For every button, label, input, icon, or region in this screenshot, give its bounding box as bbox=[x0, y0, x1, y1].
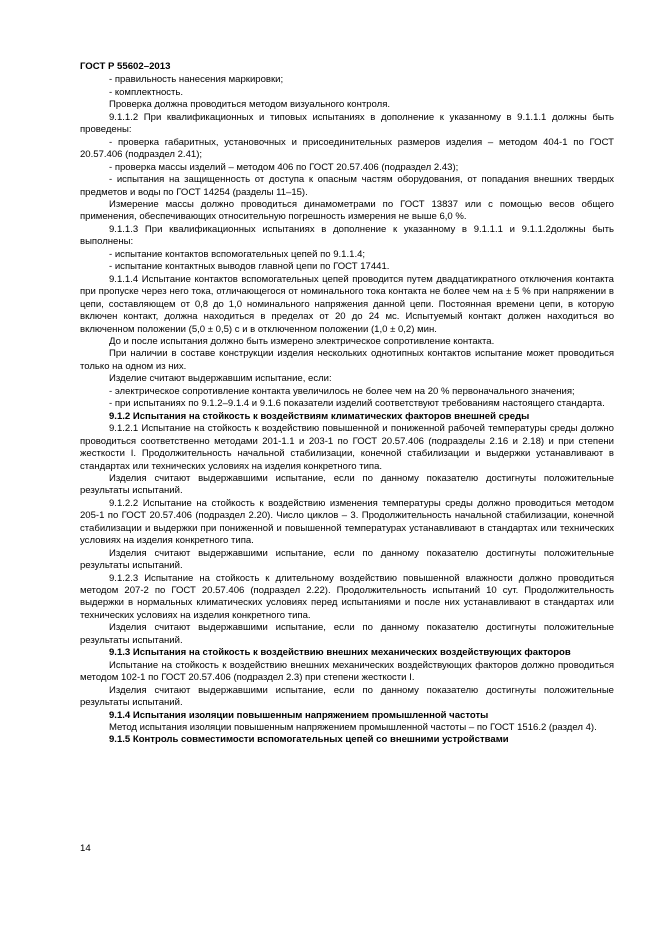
paragraph: - при испытаниях по 9.1.2–9.1.4 и 9.1.6 показатели изделий соответствуют требованиям настоящего стандарта. bbox=[109, 398, 605, 410]
paragraph: Проверка должна проводиться методом визуального контроля. bbox=[109, 99, 391, 111]
section-heading: 9.1.5 Контроль совместимости вспомогательных цепей со внешними устройствами bbox=[109, 734, 509, 746]
paragraph: 9.1.2.3 Испытание на стойкость к длительному воздействию повышенной влажности должно проводиться методом 207-2 по ГОСТ 20.57.406 (подраздел 2.22). Продолжительность испытаний 10 сут. Продолжительность выдержки в нормальных климатических условиях перед испытаниями и после них устанавливают в стандартах или технических условиях на изделия конкретного типа. bbox=[80, 572, 614, 621]
paragraph: - испытание контактов вспомогательных цепей по 9.1.1.4; bbox=[109, 248, 366, 260]
paragraph: Метод испытания изоляции повышенным напряжением промышленной частоты – по ГОСТ 1516.2 (раздел 4). bbox=[109, 722, 597, 734]
paragraph: Испытание на стойкость к воздействию внешних механических воздействующих факторов должно проводиться методом 102-1 по ГОСТ 20.57.406 (подраздел 2.3) при степени жесткости I. bbox=[80, 659, 614, 684]
page-number: 14 bbox=[80, 843, 91, 854]
paragraph: 9.1.1.3 При квалификационных испытаниях в дополнение к указанному в 9.1.1.1 и 9.1.1.2должны быть выполнены: bbox=[80, 223, 614, 248]
paragraph: - правильность нанесения маркировки; bbox=[109, 74, 284, 86]
paragraph: - испытания на защищенность от доступа к опасным частям оборудования, от попадания внешних твердых предметов и воды по ГОСТ 14254 (разделы 11–15). bbox=[80, 174, 614, 198]
paragraph: - проверка массы изделий – методом 406 по ГОСТ 20.57.406 (подраздел 2.43); bbox=[109, 161, 459, 173]
section-heading: 9.1.2 Испытания на стойкость к воздействиям климатических факторов внешней среды bbox=[109, 410, 530, 422]
paragraph: Изделия считают выдержавшими испытание, если по данному показателю достигнуты положительные результаты испытаний. bbox=[80, 472, 614, 497]
paragraph: 9.1.2.2 Испытание на стойкость к воздействию изменения температуры среды должно проводиться методом 205-1 по ГОСТ 20.57.406 (подраздел 2.20). Число циклов – 3. Продолжительность начальной стабилизации, конечной стабилизации и выдержки при пониженной и повышенной температурах устанавливают в стандартах или технических условиях на изделия конкретного типа. bbox=[80, 497, 614, 547]
paragraph: До и после испытания должно быть измерено электрическое сопротивление контакта. bbox=[109, 335, 495, 347]
paragraph: - комплектность. bbox=[109, 86, 184, 98]
section-heading: 9.1.4 Испытания изоляции повышенным напряжением промышленной частоты bbox=[109, 709, 489, 721]
paragraph: 9.1.1.2 При квалификационных и типовых испытаниях в дополнение к указанному в 9.1.1.1 должны быть проведены: bbox=[80, 111, 614, 136]
document-page bbox=[80, 61, 614, 747]
paragraph: 9.1.1.4 Испытание контактов вспомогательных цепей проводится путем двадцатикратного отключения контакта при пропуске через него тока, отличающегося от номинального тока контакта не более чем на ± 5 % при напряжении в цепи, составляющем от 0,8 до 1,0 номинального напряжения данной цепи. Постоянная времени цепи, в которую включен контакт, должна находиться в пределах от 20 до 24 мс. Испытуемый контакт должен находиться во включенном положении (5,0 ± 0,5) с и в отключенном положении (1,0 ± 0,2) мин. bbox=[80, 273, 614, 335]
paragraph: 9.1.2.1 Испытание на стойкость к воздействию повышенной и пониженной рабочей температуры среды должно проводиться соответственно методами 201-1.1 и 203-1 по ГОСТ 20.57.406 (подразделы 2.16 и 2.18) и при степени жесткости I. Продолжительность начальной стабилизации, конечной стабилизации и выдержки устанавливают в стандартах или технических условиях на изделия конкретного типа. bbox=[80, 423, 614, 472]
paragraph: - проверка габаритных, установочных и присоединительных размеров изделия – методом 404-1 по ГОСТ 20.57.406 (подраздел 2.41); bbox=[80, 136, 614, 161]
paragraph: Изделие считают выдержавшим испытание, если: bbox=[109, 373, 332, 385]
paragraph: - электрическое сопротивление контакта увеличилось не более чем на 20 % первоначального значения; bbox=[109, 385, 575, 397]
paragraph: Изделия считают выдержавшими испытание, если по данному показателю достигнуты положительные результаты испытаний. bbox=[80, 547, 614, 572]
section-heading: 9.1.3 Испытания на стойкость к воздействию внешних механических воздействующих факторов bbox=[109, 647, 571, 659]
paragraph: Измерение массы должно проводиться динамометрами по ГОСТ 13837 или с помощью весов общего применения, обеспечивающих относительную погрешность измерения не выше 6,0 %. bbox=[80, 198, 614, 223]
paragraph: - испытание контактных выводов главной цепи по ГОСТ 17441. bbox=[109, 261, 390, 273]
paragraph: При наличии в составе конструкции изделия нескольких однотипных контактов испытание может проводиться только на одном из них. bbox=[80, 348, 614, 372]
document-header: ГОСТ Р 55602–2013 bbox=[80, 61, 171, 72]
paragraph: Изделия считают выдержавшими испытание, если по данному показателю достигнуты положительные результаты испытаний. bbox=[80, 622, 614, 646]
paragraph: Изделия считают выдержавшими испытание, если по данному показателю достигнуты положительные результаты испытаний. bbox=[80, 684, 614, 709]
